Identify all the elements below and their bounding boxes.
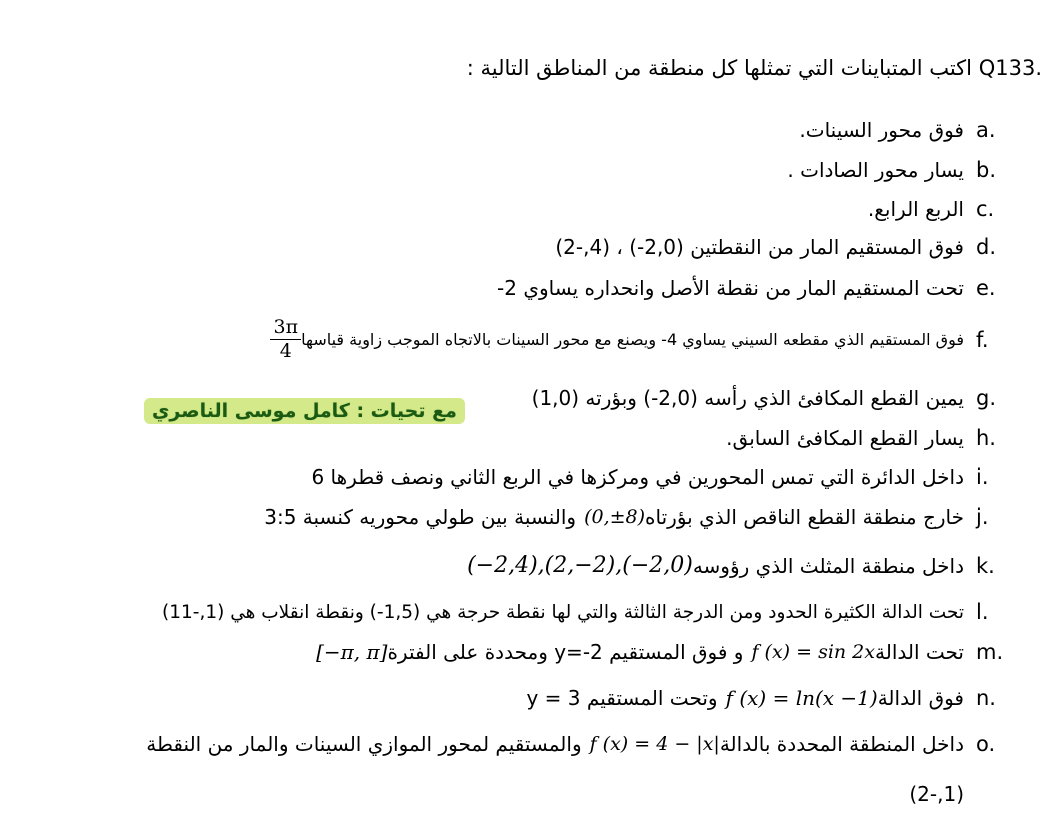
angle-fraction	[270, 318, 301, 361]
item-text-2: وتحت المستقيم y = 3	[526, 686, 718, 710]
item-math: f (x) = 4 − |x|	[589, 733, 720, 755]
item-text: فوق محور السينات.	[799, 118, 964, 142]
item-text-2: والمستقيم لمحور الموازي السينات والمار من النقطة	[146, 732, 582, 756]
item-text: تحت الدالة	[875, 640, 964, 664]
item-f	[30, 318, 1020, 361]
author-signature: مع تحيات : كامل موسى الناصري	[144, 398, 465, 424]
item-math-2: [−π, π]	[316, 640, 388, 664]
item-label: k.	[976, 553, 995, 578]
item-text: فوق المستقيم الذي مقطعه السيني يساوي 4- ويصنع مع محور السينات بالاتجاه الموجب زاوية قياسها	[301, 330, 964, 349]
item-o	[30, 732, 1020, 756]
item-k	[30, 553, 1020, 578]
item-label: m.	[976, 640, 1004, 664]
item-label: g.	[976, 386, 997, 410]
item-label: f.	[976, 327, 989, 352]
item-text: يسار القطع المكافئ السابق.	[726, 426, 964, 450]
item-text: داخل منطقة المثلث الذي رؤوسه	[692, 553, 964, 578]
question-prompt: اكتب المتباينات التي تمثلها كل منطقة من المناطق التالية :	[466, 56, 973, 80]
question-number: Q133.	[978, 56, 1042, 80]
item-label: n.	[976, 686, 996, 710]
question-header	[467, 56, 1042, 80]
item-n	[30, 686, 1020, 710]
item-c	[30, 197, 1020, 221]
item-text: تحت المستقيم المار من نقطة الأصل وانحداره يساوي 2-	[497, 276, 964, 300]
item-label: b.	[976, 158, 997, 182]
item-text: داخل الدائرة التي تمس المحورين في ومركزها في الربع الثاني ونصف قطرها 6	[311, 465, 964, 489]
item-label: a.	[976, 118, 996, 142]
item-text-3: (1,-2)	[909, 782, 964, 806]
item-text-2: و فوق المستقيم y=-2 ومحددة على الفترة	[387, 640, 744, 664]
item-text: داخل المنطقة المحددة بالدالة	[719, 732, 964, 756]
item-label: c.	[976, 197, 995, 221]
item-text: الربع الرابع.	[867, 197, 964, 221]
item-d	[30, 235, 1020, 259]
item-math: f (x) = sin 2x	[751, 641, 875, 663]
item-math: (−2,4),(2,−2),(−2,0)	[467, 553, 693, 578]
item-b	[30, 158, 1020, 182]
item-l	[30, 600, 1020, 624]
item-text: خارج منطقة القطع الناقص الذي بؤرتاه	[645, 505, 964, 529]
item-text: فوق المستقيم المار من النقطتين (2,0-) ، (4,-2)	[555, 235, 964, 259]
item-a	[30, 118, 1020, 142]
item-label: l.	[976, 600, 989, 624]
item-label: j.	[976, 505, 989, 529]
item-math: (0,±8)	[584, 506, 646, 528]
fraction-denominator: 4	[279, 340, 292, 362]
item-m	[30, 640, 1020, 664]
item-text: تحت الدالة الكثيرة الحدود ومن الدرجة الثالثة والتي لها نقطة حرجة هي (1,5-) ونقطة انقلاب هي (1,-11)	[162, 601, 964, 623]
item-label: h.	[976, 426, 996, 450]
item-text: يسار محور الصادات .	[787, 158, 964, 182]
item-text: يمين القطع المكافئ الذي رأسه (2,0-) وبؤرته (1,0)	[531, 386, 964, 410]
item-e	[30, 276, 1020, 300]
item-label: o.	[976, 732, 996, 756]
item-math: f (x) = ln(x −1)	[725, 686, 878, 710]
item-label: e.	[976, 276, 996, 300]
item-label: d.	[976, 235, 997, 259]
item-text-2: والنسبة بين طولي محوريه كنسبة 3:5	[264, 505, 577, 529]
fraction-numerator: 3π	[270, 318, 301, 340]
item-j	[30, 505, 1020, 529]
item-h	[30, 426, 1020, 450]
item-o-continuation	[30, 782, 1020, 806]
item-label: i.	[976, 465, 989, 489]
item-text: فوق الدالة	[877, 686, 964, 710]
item-i	[30, 465, 1020, 489]
